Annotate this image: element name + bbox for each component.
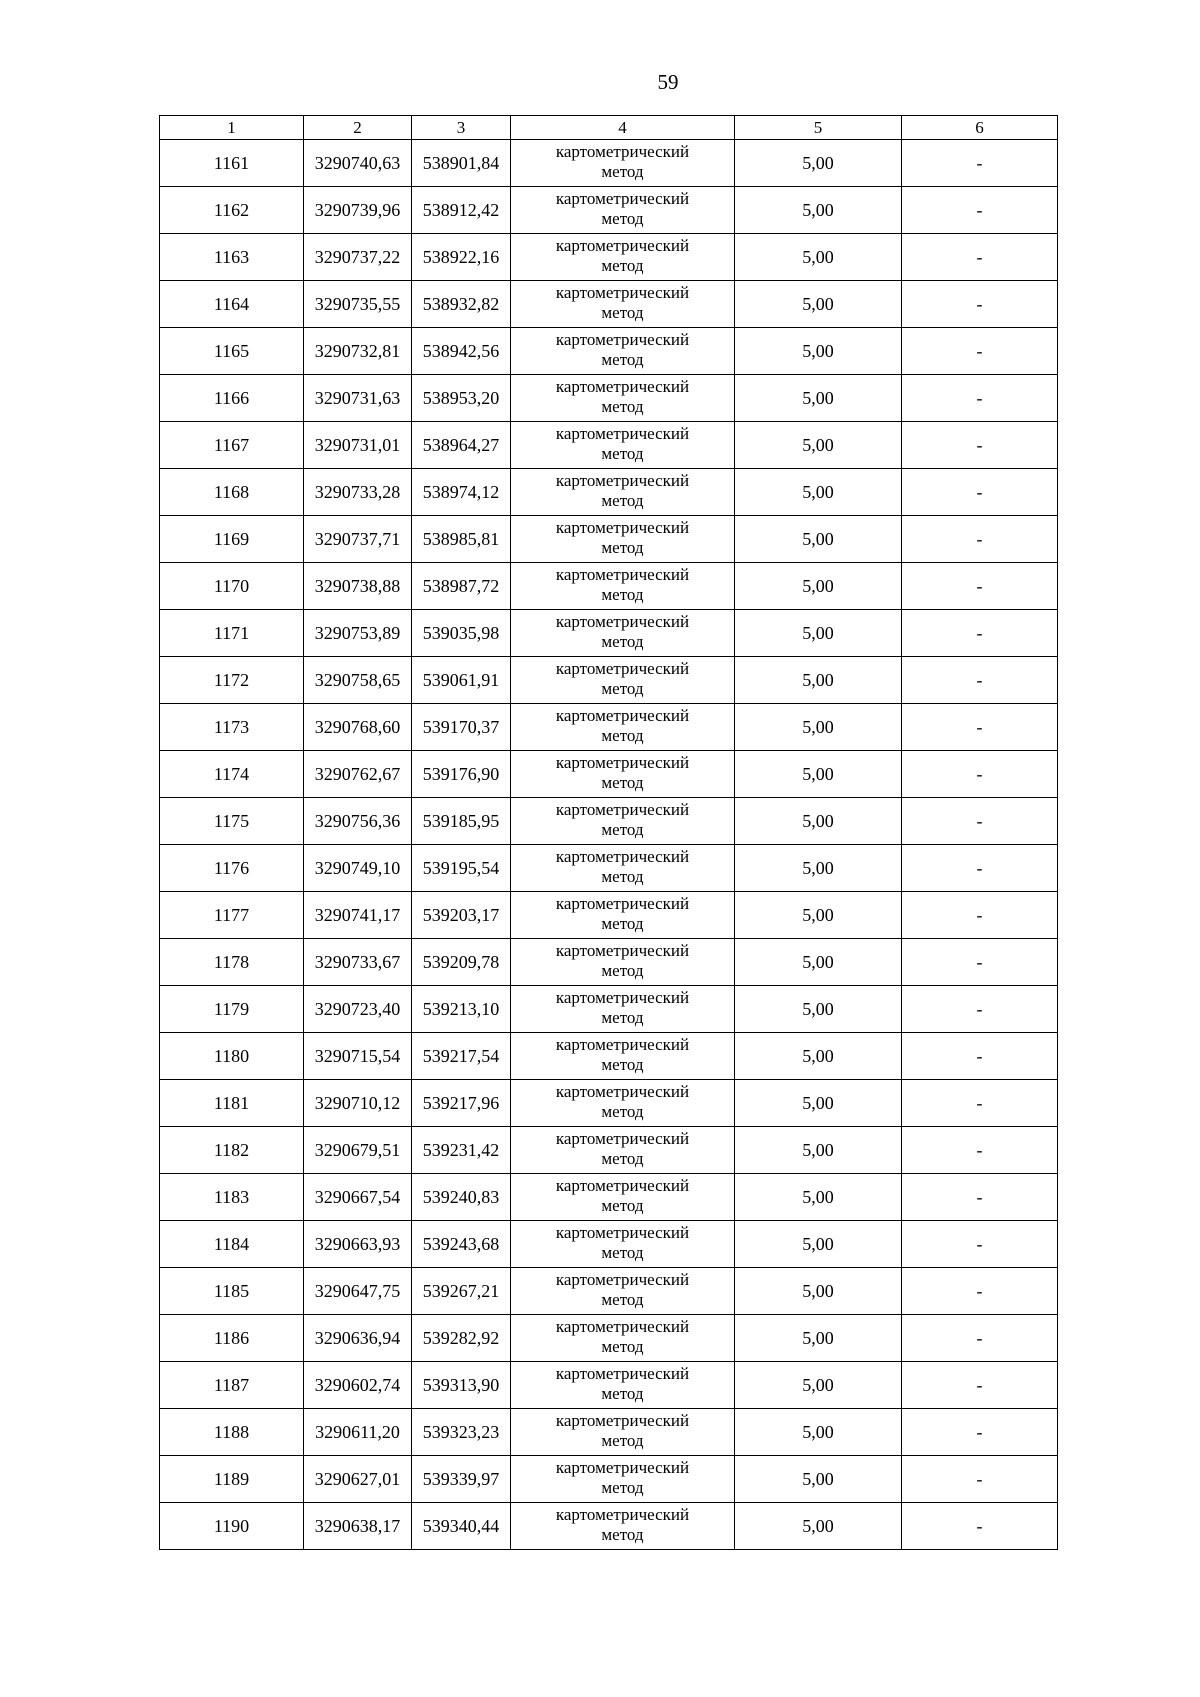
x-coordinate-cell: 3290733,67 (304, 939, 412, 986)
method-cell (511, 704, 735, 751)
method-cell (511, 1268, 735, 1315)
table-row (160, 328, 1058, 375)
method-line-1: картометрический (555, 1175, 690, 1195)
x-coordinate-cell: 3290715,54 (304, 1033, 412, 1080)
note-cell: - (902, 187, 1058, 234)
accuracy-cell: 5,00 (735, 469, 902, 516)
method-cell (511, 469, 735, 516)
table-row (160, 986, 1058, 1033)
table-row (160, 798, 1058, 845)
method-cell (511, 328, 735, 375)
method-cell (511, 187, 735, 234)
page-number: 59 (657, 70, 679, 94)
accuracy-cell: 5,00 (735, 704, 902, 751)
x-coordinate-cell: 3290732,81 (304, 328, 412, 375)
x-coordinate-cell: 3290753,89 (304, 610, 412, 657)
x-coordinate-cell: 3290710,12 (304, 1080, 412, 1127)
method-line-2: метод (601, 913, 644, 933)
column-header: 6 (902, 116, 1058, 140)
y-coordinate-cell: 538912,42 (412, 187, 511, 234)
column-header: 2 (304, 116, 412, 140)
y-coordinate-cell: 538953,20 (412, 375, 511, 422)
y-coordinate-cell: 539176,90 (412, 751, 511, 798)
note-cell: - (902, 563, 1058, 610)
accuracy-cell: 5,00 (735, 516, 902, 563)
accuracy-cell: 5,00 (735, 939, 902, 986)
x-coordinate-cell: 3290627,01 (304, 1456, 412, 1503)
x-coordinate-cell: 3290663,93 (304, 1221, 412, 1268)
x-coordinate-cell: 3290737,22 (304, 234, 412, 281)
y-coordinate-cell: 539217,96 (412, 1080, 511, 1127)
table-row (160, 187, 1058, 234)
accuracy-cell: 5,00 (735, 1503, 902, 1550)
table-row (160, 704, 1058, 751)
method-line-1: картометрический (555, 141, 690, 161)
note-cell: - (902, 1127, 1058, 1174)
note-cell: - (902, 328, 1058, 375)
method-cell (511, 234, 735, 281)
method-cell (511, 1174, 735, 1221)
method-line-2: метод (601, 960, 644, 980)
table-row (160, 1409, 1058, 1456)
method-line-2: метод (601, 208, 644, 228)
method-line-2: метод (601, 1477, 644, 1497)
point-number-cell: 1177 (160, 892, 304, 939)
note-cell: - (902, 657, 1058, 704)
table-row (160, 751, 1058, 798)
point-number-cell: 1185 (160, 1268, 304, 1315)
note-cell: - (902, 1080, 1058, 1127)
y-coordinate-cell: 539035,98 (412, 610, 511, 657)
y-coordinate-cell: 539217,54 (412, 1033, 511, 1080)
point-number-cell: 1166 (160, 375, 304, 422)
accuracy-cell: 5,00 (735, 187, 902, 234)
table-row (160, 1315, 1058, 1362)
y-coordinate-cell: 539340,44 (412, 1503, 511, 1550)
accuracy-cell: 5,00 (735, 892, 902, 939)
note-cell: - (902, 1174, 1058, 1221)
method-line-2: метод (601, 1289, 644, 1309)
table-row (160, 1033, 1058, 1080)
method-cell (511, 140, 735, 187)
x-coordinate-cell: 3290647,75 (304, 1268, 412, 1315)
table-row (160, 1456, 1058, 1503)
method-cell (511, 1409, 735, 1456)
method-cell (511, 798, 735, 845)
method-line-2: метод (601, 1101, 644, 1121)
method-line-1: картометрический (555, 705, 690, 725)
accuracy-cell: 5,00 (735, 375, 902, 422)
point-number-cell: 1175 (160, 798, 304, 845)
note-cell: - (902, 234, 1058, 281)
note-cell: - (902, 1315, 1058, 1362)
method-line-2: метод (601, 349, 644, 369)
accuracy-cell: 5,00 (735, 1174, 902, 1221)
method-line-1: картометрический (555, 987, 690, 1007)
method-line-2: метод (601, 490, 644, 510)
note-cell: - (902, 892, 1058, 939)
table-row (160, 563, 1058, 610)
x-coordinate-cell: 3290731,01 (304, 422, 412, 469)
accuracy-cell: 5,00 (735, 1456, 902, 1503)
method-cell (511, 892, 735, 939)
accuracy-cell: 5,00 (735, 234, 902, 281)
note-cell: - (902, 751, 1058, 798)
point-number-cell: 1184 (160, 1221, 304, 1268)
y-coordinate-cell: 539240,83 (412, 1174, 511, 1221)
y-coordinate-cell: 539243,68 (412, 1221, 511, 1268)
note-cell: - (902, 469, 1058, 516)
coordinates-table (159, 115, 1058, 1550)
accuracy-cell: 5,00 (735, 657, 902, 704)
point-number-cell: 1186 (160, 1315, 304, 1362)
accuracy-cell: 5,00 (735, 798, 902, 845)
accuracy-cell: 5,00 (735, 1080, 902, 1127)
table-row (160, 845, 1058, 892)
accuracy-cell: 5,00 (735, 1315, 902, 1362)
method-line-1: картометрический (555, 846, 690, 866)
x-coordinate-cell: 3290756,36 (304, 798, 412, 845)
accuracy-cell: 5,00 (735, 1221, 902, 1268)
point-number-cell: 1174 (160, 751, 304, 798)
x-coordinate-cell: 3290749,10 (304, 845, 412, 892)
method-line-1: картометрический (555, 1081, 690, 1101)
y-coordinate-cell: 538964,27 (412, 422, 511, 469)
method-cell (511, 422, 735, 469)
method-line-2: метод (601, 584, 644, 604)
method-line-1: картометрический (555, 329, 690, 349)
point-number-cell: 1183 (160, 1174, 304, 1221)
method-line-2: метод (601, 443, 644, 463)
point-number-cell: 1171 (160, 610, 304, 657)
x-coordinate-cell: 3290741,17 (304, 892, 412, 939)
point-number-cell: 1164 (160, 281, 304, 328)
table-row (160, 1174, 1058, 1221)
table-row (160, 422, 1058, 469)
table-row (160, 469, 1058, 516)
method-cell (511, 1315, 735, 1362)
note-cell: - (902, 1221, 1058, 1268)
table-row (160, 1503, 1058, 1550)
accuracy-cell: 5,00 (735, 986, 902, 1033)
x-coordinate-cell: 3290737,71 (304, 516, 412, 563)
y-coordinate-cell: 539209,78 (412, 939, 511, 986)
y-coordinate-cell: 539195,54 (412, 845, 511, 892)
y-coordinate-cell: 539323,23 (412, 1409, 511, 1456)
point-number-cell: 1161 (160, 140, 304, 187)
method-line-2: метод (601, 772, 644, 792)
x-coordinate-cell: 3290667,54 (304, 1174, 412, 1221)
method-line-1: картометрический (555, 235, 690, 255)
table-row (160, 375, 1058, 422)
y-coordinate-cell: 538974,12 (412, 469, 511, 516)
method-cell (511, 986, 735, 1033)
method-cell (511, 1221, 735, 1268)
method-line-2: метод (601, 1336, 644, 1356)
x-coordinate-cell: 3290733,28 (304, 469, 412, 516)
method-line-1: картометрический (555, 188, 690, 208)
method-cell (511, 610, 735, 657)
y-coordinate-cell: 538987,72 (412, 563, 511, 610)
x-coordinate-cell: 3290738,88 (304, 563, 412, 610)
accuracy-cell: 5,00 (735, 140, 902, 187)
table-row (160, 610, 1058, 657)
accuracy-cell: 5,00 (735, 1033, 902, 1080)
method-line-2: метод (601, 1242, 644, 1262)
point-number-cell: 1178 (160, 939, 304, 986)
x-coordinate-cell: 3290636,94 (304, 1315, 412, 1362)
method-cell (511, 375, 735, 422)
method-line-1: картометрический (555, 658, 690, 678)
x-coordinate-cell: 3290638,17 (304, 1503, 412, 1550)
point-number-cell: 1190 (160, 1503, 304, 1550)
y-coordinate-cell: 539282,92 (412, 1315, 511, 1362)
y-coordinate-cell: 539267,21 (412, 1268, 511, 1315)
y-coordinate-cell: 539170,37 (412, 704, 511, 751)
point-number-cell: 1168 (160, 469, 304, 516)
x-coordinate-cell: 3290762,67 (304, 751, 412, 798)
accuracy-cell: 5,00 (735, 563, 902, 610)
note-cell: - (902, 375, 1058, 422)
method-line-1: картометрический (555, 282, 690, 302)
note-cell: - (902, 516, 1058, 563)
method-line-1: картометрический (555, 1457, 690, 1477)
method-line-1: картометрический (555, 1504, 690, 1524)
column-header: 4 (511, 116, 735, 140)
point-number-cell: 1188 (160, 1409, 304, 1456)
accuracy-cell: 5,00 (735, 845, 902, 892)
x-coordinate-cell: 3290723,40 (304, 986, 412, 1033)
table-row (160, 516, 1058, 563)
accuracy-cell: 5,00 (735, 1127, 902, 1174)
note-cell: - (902, 939, 1058, 986)
y-coordinate-cell: 538942,56 (412, 328, 511, 375)
x-coordinate-cell: 3290731,63 (304, 375, 412, 422)
point-number-cell: 1173 (160, 704, 304, 751)
method-line-2: метод (601, 866, 644, 886)
table-row (160, 939, 1058, 986)
method-line-1: картометрический (555, 940, 690, 960)
method-line-1: картометрический (555, 752, 690, 772)
method-line-2: метод (601, 1007, 644, 1027)
note-cell: - (902, 704, 1058, 751)
method-line-1: картометрический (555, 1363, 690, 1383)
point-number-cell: 1170 (160, 563, 304, 610)
point-number-cell: 1181 (160, 1080, 304, 1127)
method-line-2: метод (601, 1430, 644, 1450)
method-line-1: картометрический (555, 1316, 690, 1336)
method-line-2: метод (601, 1148, 644, 1168)
method-line-2: метод (601, 1524, 644, 1544)
y-coordinate-cell: 538901,84 (412, 140, 511, 187)
y-coordinate-cell: 539203,17 (412, 892, 511, 939)
method-line-1: картометрический (555, 893, 690, 913)
table-row (160, 1362, 1058, 1409)
table-row (160, 892, 1058, 939)
accuracy-cell: 5,00 (735, 1268, 902, 1315)
point-number-cell: 1187 (160, 1362, 304, 1409)
method-cell (511, 281, 735, 328)
method-cell (511, 516, 735, 563)
method-line-1: картометрический (555, 1410, 690, 1430)
method-cell (511, 1503, 735, 1550)
method-line-2: метод (601, 725, 644, 745)
column-header: 3 (412, 116, 511, 140)
point-number-cell: 1172 (160, 657, 304, 704)
y-coordinate-cell: 539339,97 (412, 1456, 511, 1503)
method-line-2: метод (601, 1383, 644, 1403)
table-row (160, 1221, 1058, 1268)
note-cell: - (902, 610, 1058, 657)
note-cell: - (902, 140, 1058, 187)
point-number-cell: 1182 (160, 1127, 304, 1174)
x-coordinate-cell: 3290739,96 (304, 187, 412, 234)
note-cell: - (902, 798, 1058, 845)
y-coordinate-cell: 539213,10 (412, 986, 511, 1033)
y-coordinate-cell: 538985,81 (412, 516, 511, 563)
method-line-1: картометрический (555, 470, 690, 490)
method-line-2: метод (601, 537, 644, 557)
method-cell (511, 1080, 735, 1127)
method-line-1: картометрический (555, 1034, 690, 1054)
y-coordinate-cell: 539313,90 (412, 1362, 511, 1409)
table-row (160, 281, 1058, 328)
method-line-1: картометрический (555, 423, 690, 443)
method-line-2: метод (601, 1195, 644, 1215)
point-number-cell: 1167 (160, 422, 304, 469)
x-coordinate-cell: 3290735,55 (304, 281, 412, 328)
point-number-cell: 1179 (160, 986, 304, 1033)
method-line-2: метод (601, 302, 644, 322)
note-cell: - (902, 1409, 1058, 1456)
method-line-1: картометрический (555, 564, 690, 584)
column-header: 5 (735, 116, 902, 140)
method-line-2: метод (601, 631, 644, 651)
note-cell: - (902, 422, 1058, 469)
method-line-1: картометрический (555, 1269, 690, 1289)
method-line-1: картометрический (555, 1128, 690, 1148)
point-number-cell: 1165 (160, 328, 304, 375)
table-row (160, 1268, 1058, 1315)
note-cell: - (902, 986, 1058, 1033)
note-cell: - (902, 1503, 1058, 1550)
note-cell: - (902, 845, 1058, 892)
method-cell (511, 657, 735, 704)
method-line-2: метод (601, 819, 644, 839)
note-cell: - (902, 281, 1058, 328)
table-row (160, 1127, 1058, 1174)
x-coordinate-cell: 3290602,74 (304, 1362, 412, 1409)
accuracy-cell: 5,00 (735, 422, 902, 469)
x-coordinate-cell: 3290758,65 (304, 657, 412, 704)
note-cell: - (902, 1033, 1058, 1080)
method-line-1: картометрический (555, 611, 690, 631)
y-coordinate-cell: 539231,42 (412, 1127, 511, 1174)
method-cell (511, 1033, 735, 1080)
accuracy-cell: 5,00 (735, 610, 902, 657)
method-cell (511, 939, 735, 986)
header-row (160, 116, 1058, 140)
accuracy-cell: 5,00 (735, 1362, 902, 1409)
point-number-cell: 1189 (160, 1456, 304, 1503)
accuracy-cell: 5,00 (735, 1409, 902, 1456)
x-coordinate-cell: 3290768,60 (304, 704, 412, 751)
table-row (160, 1080, 1058, 1127)
point-number-cell: 1169 (160, 516, 304, 563)
table-row (160, 234, 1058, 281)
point-number-cell: 1162 (160, 187, 304, 234)
table-row (160, 140, 1058, 187)
column-header: 1 (160, 116, 304, 140)
method-cell (511, 1456, 735, 1503)
point-number-cell: 1180 (160, 1033, 304, 1080)
point-number-cell: 1163 (160, 234, 304, 281)
y-coordinate-cell: 538932,82 (412, 281, 511, 328)
x-coordinate-cell: 3290679,51 (304, 1127, 412, 1174)
accuracy-cell: 5,00 (735, 328, 902, 375)
y-coordinate-cell: 539061,91 (412, 657, 511, 704)
point-number-cell: 1176 (160, 845, 304, 892)
method-line-2: метод (601, 255, 644, 275)
method-cell (511, 845, 735, 892)
x-coordinate-cell: 3290740,63 (304, 140, 412, 187)
method-line-1: картометрический (555, 799, 690, 819)
method-line-1: картометрический (555, 1222, 690, 1242)
note-cell: - (902, 1268, 1058, 1315)
method-line-2: метод (601, 396, 644, 416)
method-cell (511, 751, 735, 798)
accuracy-cell: 5,00 (735, 751, 902, 798)
accuracy-cell: 5,00 (735, 281, 902, 328)
method-cell (511, 1127, 735, 1174)
y-coordinate-cell: 538922,16 (412, 234, 511, 281)
method-line-1: картометрический (555, 517, 690, 537)
method-line-2: метод (601, 1054, 644, 1074)
table-row (160, 657, 1058, 704)
method-line-1: картометрический (555, 376, 690, 396)
method-line-2: метод (601, 161, 644, 181)
method-cell (511, 1362, 735, 1409)
note-cell: - (902, 1362, 1058, 1409)
method-cell (511, 563, 735, 610)
method-line-2: метод (601, 678, 644, 698)
x-coordinate-cell: 3290611,20 (304, 1409, 412, 1456)
y-coordinate-cell: 539185,95 (412, 798, 511, 845)
note-cell: - (902, 1456, 1058, 1503)
